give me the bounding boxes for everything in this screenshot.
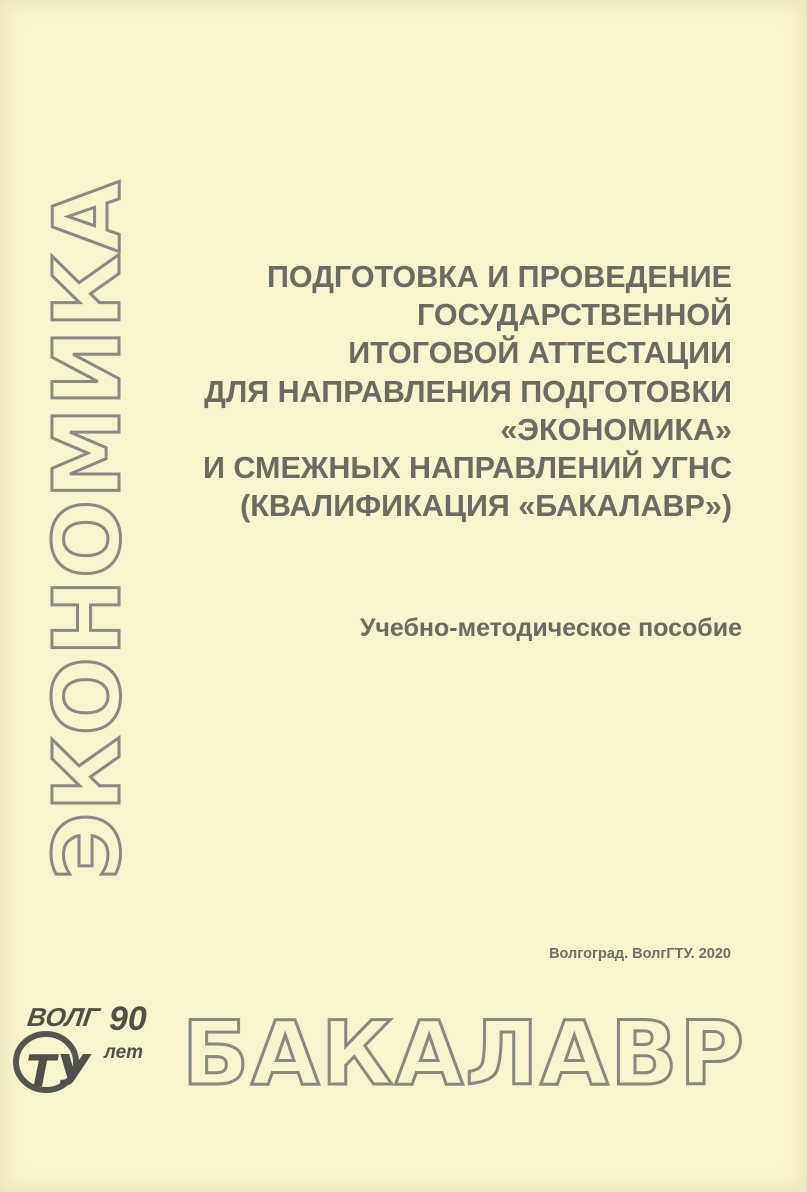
title-line: ГОСУДАРСТВЕННОЙ	[417, 298, 732, 333]
logo-years-label: лет	[104, 1042, 144, 1063]
university-logo	[6, 1000, 156, 1100]
logo-top-text: ВОЛГ	[25, 1002, 102, 1032]
series-name: БАКАЛАВР	[182, 1002, 746, 1105]
title-line: ДЛЯ НАПРАВЛЕНИЯ ПОДГОТОВКИ	[204, 374, 732, 409]
spine-title: ЭКОНОМИКА	[34, 179, 141, 881]
logo-monogram: ТУ	[26, 1046, 90, 1097]
title-line: (КВАЛИФИКАЦИЯ «БАКАЛАВР»)	[240, 489, 732, 524]
title-line: ПОДГОТОВКА И ПРОВЕДЕНИЕ	[266, 260, 732, 294]
book-subtitle: Учебно-методическое пособие	[359, 614, 742, 642]
title-line: И СМЕЖНЫХ НАПРАВЛЕНИЙ УГНС	[203, 451, 732, 486]
publisher-imprint: Волгоград. ВолгГТУ. 2020	[549, 946, 731, 962]
logo-years: 90	[109, 1000, 147, 1038]
title-line: ИТОГОВОЙ АТТЕСТАЦИИ	[348, 336, 732, 371]
book-title	[132, 258, 732, 525]
title-line: «ЭКОНОМИКА»	[500, 412, 732, 447]
